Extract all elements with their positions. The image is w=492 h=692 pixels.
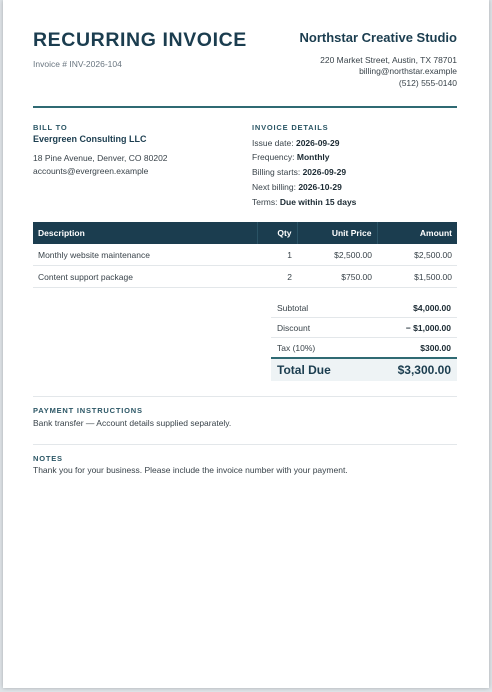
row-unit-price: $750.00 bbox=[297, 266, 377, 288]
row-description: Content support package bbox=[33, 266, 257, 288]
issue-date-value: 2026-09-29 bbox=[295, 138, 340, 148]
total-due-value: $3,300.00 bbox=[397, 363, 451, 377]
payment-instructions-text: Bank transfer — Account details supplied separately. bbox=[33, 418, 232, 428]
next-billing-value: 2026-10-29 bbox=[298, 182, 342, 192]
total-due-row bbox=[271, 357, 457, 381]
row-qty: 2 bbox=[257, 266, 297, 288]
col-unit-price: Unit Price bbox=[297, 222, 377, 244]
company-address: 220 Market Street, Austin, TX 78701 bbox=[320, 55, 457, 65]
row-amount: $1,500.00 bbox=[377, 266, 457, 288]
billing-starts-label: Billing starts: bbox=[252, 167, 301, 177]
notes-divider bbox=[33, 444, 457, 445]
subtotal-value: $4,000.00 bbox=[413, 302, 451, 313]
frequency bbox=[252, 152, 329, 162]
company-phone: (512) 555-0140 bbox=[398, 78, 457, 88]
bill-to-label: BILL TO bbox=[33, 123, 68, 132]
payment-divider bbox=[33, 396, 457, 397]
table-row bbox=[33, 244, 457, 266]
totals-block bbox=[271, 298, 457, 381]
invoice-page bbox=[3, 0, 489, 688]
terms-label: Terms: bbox=[252, 197, 278, 207]
total-due-label: Total Due bbox=[277, 363, 331, 377]
bill-to-email: accounts@evergreen.example bbox=[33, 166, 149, 176]
discount-row bbox=[271, 318, 457, 338]
line-items-table bbox=[33, 222, 457, 288]
bill-to-address: 18 Pine Avenue, Denver, CO 80202 bbox=[33, 153, 168, 163]
issue-date bbox=[252, 138, 339, 148]
billing-starts-value: 2026-09-29 bbox=[302, 167, 347, 177]
company-name: Northstar Creative Studio bbox=[299, 30, 457, 45]
issue-date-label: Issue date: bbox=[252, 138, 294, 148]
notes-label: NOTES bbox=[33, 454, 63, 463]
next-billing-label: Next billing: bbox=[252, 182, 296, 192]
table-header-row bbox=[33, 222, 457, 244]
invoice-title: RECURRING INVOICE bbox=[33, 29, 247, 51]
company-email: billing@northstar.example bbox=[359, 66, 457, 76]
subtotal-label: Subtotal bbox=[277, 302, 309, 313]
invoice-details-label: INVOICE DETAILS bbox=[252, 123, 329, 132]
frequency-label: Frequency: bbox=[252, 152, 295, 162]
tax-label: Tax (10%) bbox=[277, 342, 316, 353]
col-qty: Qty bbox=[257, 222, 297, 244]
table-row bbox=[33, 266, 457, 288]
row-amount: $2,500.00 bbox=[377, 244, 457, 266]
terms bbox=[252, 197, 356, 207]
row-description: Monthly website maintenance bbox=[33, 244, 257, 266]
row-unit-price: $2,500.00 bbox=[297, 244, 377, 266]
bill-to-name: Evergreen Consulting LLC bbox=[33, 134, 147, 144]
col-amount: Amount bbox=[377, 222, 457, 244]
payment-instructions-label: PAYMENT INSTRUCTIONS bbox=[33, 406, 143, 415]
discount-value: − $1,000.00 bbox=[405, 322, 451, 333]
tax-row bbox=[271, 338, 457, 357]
notes-text: Thank you for your business. Please include the invoice number with your payment. bbox=[33, 465, 348, 475]
terms-value: Due within 15 days bbox=[279, 197, 357, 207]
discount-label: Discount bbox=[277, 322, 311, 333]
row-qty: 1 bbox=[257, 244, 297, 266]
frequency-value: Monthly bbox=[296, 152, 330, 162]
col-description: Description bbox=[33, 222, 257, 244]
subtotal-row bbox=[271, 298, 457, 318]
next-billing bbox=[252, 182, 342, 192]
header-divider bbox=[33, 106, 457, 108]
billing-starts bbox=[252, 167, 346, 177]
invoice-number: Invoice # INV-2026-104 bbox=[33, 59, 122, 69]
tax-value: $300.00 bbox=[420, 342, 451, 353]
